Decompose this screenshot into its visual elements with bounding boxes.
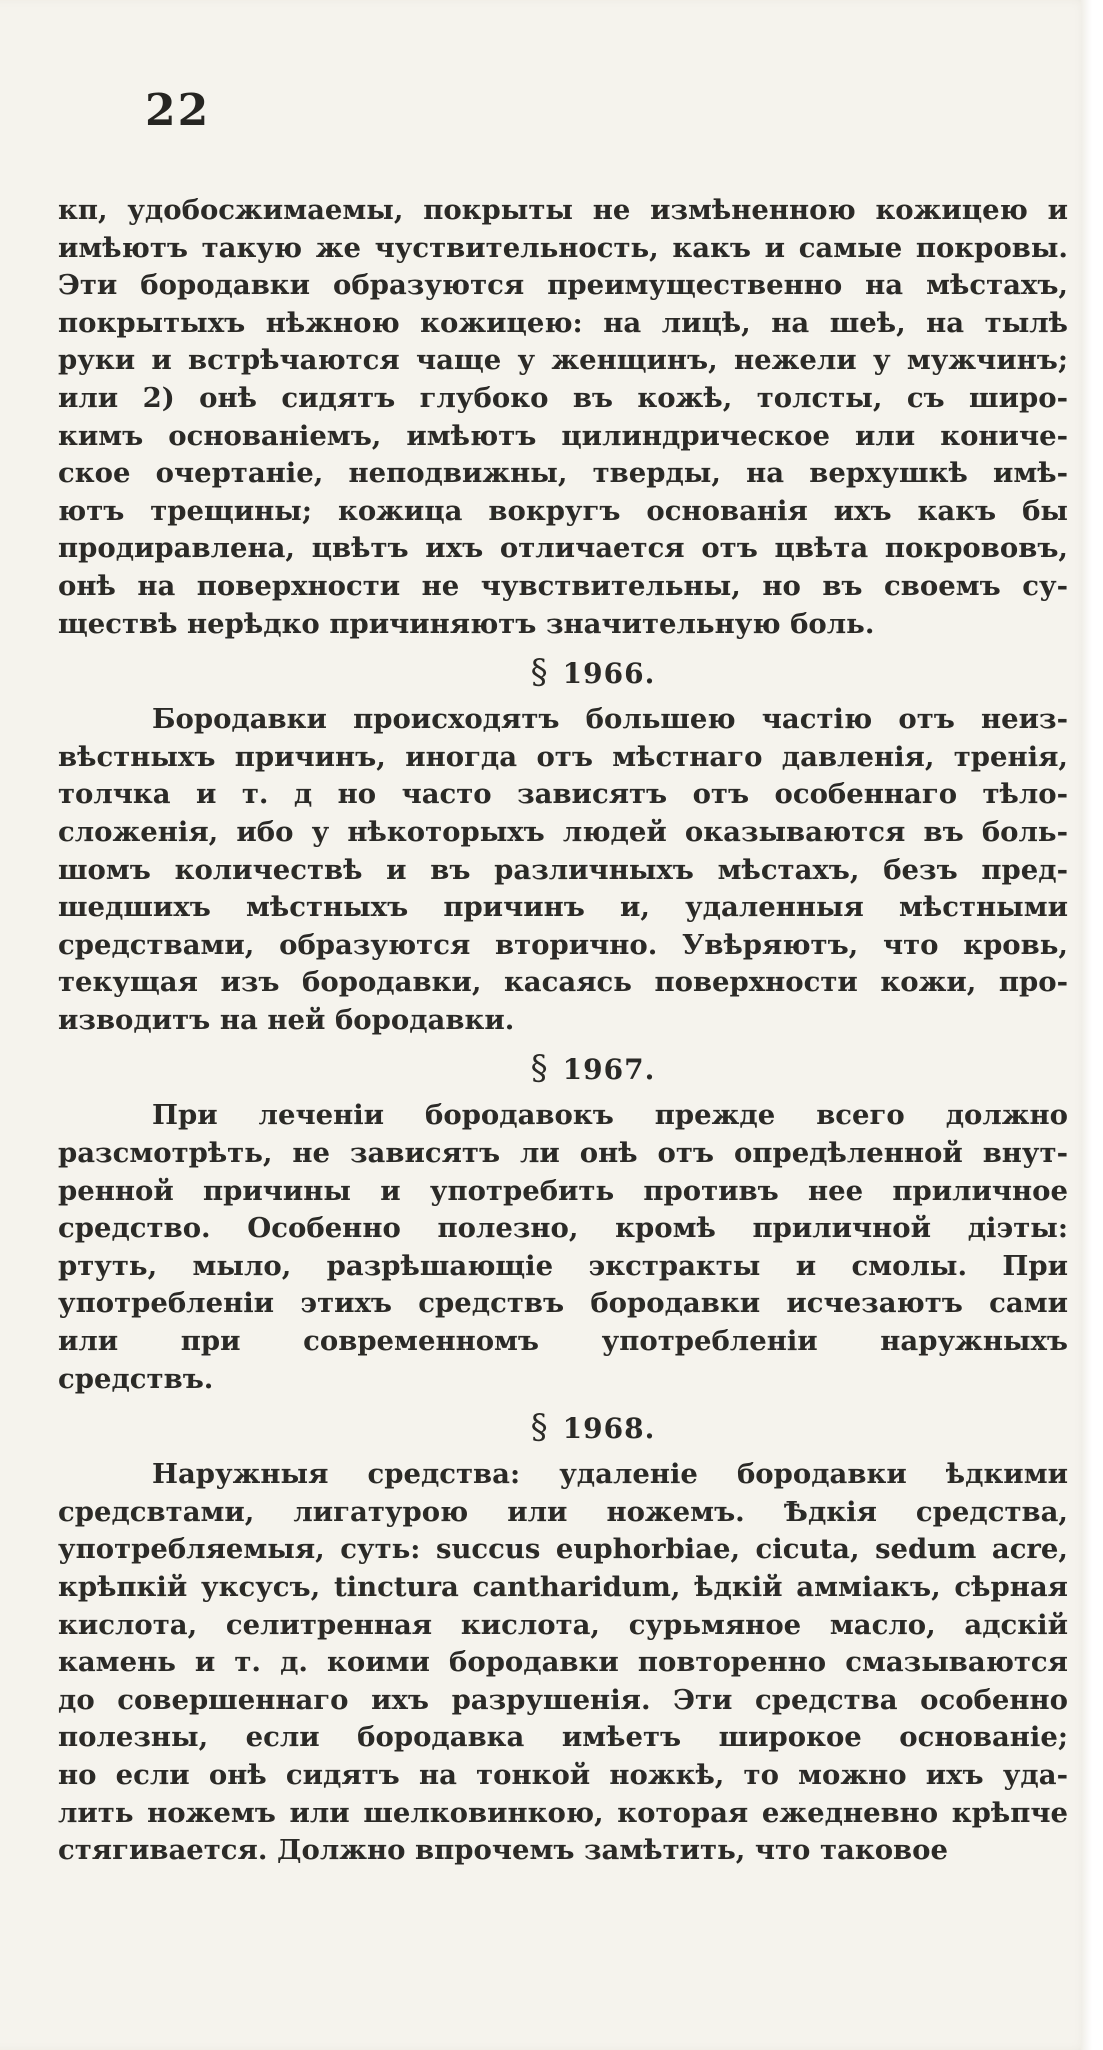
text-line: полезны, если бородавка имѣетъ широкое основанiе; xyxy=(58,1721,1068,1754)
text-line: ютъ трещины; кожица вокругъ основанiя ихъ какъ бы xyxy=(58,494,1068,527)
section-number: 1967. xyxy=(562,1053,656,1087)
text-line: стягивается. Должно впрочемъ замѣтить, что таковое xyxy=(58,1834,948,1867)
text-line: до совершеннаго ихъ разрушенiя. Эти средства особенно xyxy=(58,1683,1068,1716)
text-line: Бородавки происходятъ большею частiю отъ неиз- xyxy=(152,703,1068,736)
paragraph xyxy=(58,701,1068,1039)
text-line: При леченiи бородавокъ прежде всего должно xyxy=(152,1099,1068,1132)
text-line: ское очертанiе, неподвижны, тверды, на верхушкѣ имѣ- xyxy=(58,457,1068,490)
text-line: ртуть, мыло, разрѣшающiе экстракты и смолы. При xyxy=(58,1249,1068,1282)
text-line: толчка и т. д но часто зависятъ отъ особеннаго тѣло- xyxy=(58,778,1068,811)
text-line: средство. Особенно полезно, кромѣ приличной дiэты: xyxy=(58,1212,1068,1245)
text-line: продиравлена, цвѣтъ ихъ отличается отъ цвѣта покрововъ, xyxy=(58,532,1068,565)
paragraph xyxy=(58,1456,1068,1870)
section-heading xyxy=(58,643,1068,701)
page-edge xyxy=(1081,0,1092,2050)
text-line: шедшихъ мѣстныхъ причинъ и, удаленныя мѣстными xyxy=(58,891,1068,924)
text-line: средсвтами, лигатурою или ножемъ. Ѣдкiя средства, xyxy=(58,1495,1068,1528)
text-line: лить ножемъ или шелковинкою, которая ежедневно крѣпче xyxy=(58,1796,1068,1829)
text-line: ренной причины и употребить противъ нее приличное xyxy=(58,1174,1068,1207)
text-line: или 2) онѣ сидятъ глубоко въ кожѣ, толсты, съ широ- xyxy=(58,381,1068,414)
page-number: 22 xyxy=(145,85,211,136)
text-line: руки и встрѣчаются чаще у женщинъ, нежели у мужчинъ; xyxy=(58,344,1068,377)
text-line: Наружныя средства: удаленiе бородавки ѣдкими xyxy=(152,1458,1068,1491)
text-line: сложенiя, ибо у нѣкоторыхъ людей оказываются въ боль- xyxy=(58,815,1068,848)
text-line: но если онѣ сидятъ на тонкой ножкѣ, то можно ихъ уда- xyxy=(58,1758,1068,1791)
text-line: имѣютъ такую же чуствительность, какъ и самые покровы. xyxy=(58,231,1068,264)
text-line: текущая изъ бородавки, касаясь поверхности кожи, про- xyxy=(58,966,1068,999)
text-line: кп, удобосжимаемы, покрыты не измѣненною кожицею и xyxy=(58,194,1068,226)
section-number: 1966. xyxy=(562,657,656,691)
text-line: разсмотрѣть, не зависятъ ли онѣ отъ опредѣленной внут- xyxy=(58,1137,1068,1170)
text-line: средствъ. xyxy=(58,1362,214,1395)
text-line: ществѣ нерѣдко причиняютъ значительную боль. xyxy=(58,607,875,640)
text-line: Эти бородавки образуются преимущественно на мѣстахъ, xyxy=(58,269,1068,302)
section-symbol: § xyxy=(530,1048,549,1089)
text-line: кислота, селитренная кислота, сурьмяное масло, адскiй xyxy=(58,1608,1068,1641)
section-number: 1968. xyxy=(562,1412,656,1446)
section-heading xyxy=(58,1039,1068,1097)
section-heading xyxy=(58,1398,1068,1456)
text-line: средствами, образуются вторично. Увѣряютъ, что кровь, xyxy=(58,928,1068,961)
paragraph xyxy=(58,1097,1068,1398)
text-line: вѣстныхъ причинъ, иногда отъ мѣстнаго давленiя, тренiя, xyxy=(58,740,1068,773)
text-line: покрытыхъ нѣжною кожицею: на лицѣ, на шеѣ, на тылѣ xyxy=(58,306,1068,339)
text-line: онѣ на поверхности не чувствительны, но въ своемъ су- xyxy=(58,569,1068,602)
paragraph xyxy=(58,192,1068,643)
text-line: кимъ основанiемъ, имѣютъ цилиндрическое или кониче- xyxy=(58,419,1068,452)
text-line: крѣпкiй уксусъ, tinctura cantharidum, ѣдкiй аммiакъ, сѣрная xyxy=(58,1571,1068,1603)
text-line: шомъ количествѣ и въ различныхъ мѣстахъ, безъ пред- xyxy=(58,853,1068,886)
text-line: или при современномъ употребленiи наружныхъ xyxy=(58,1325,1068,1358)
text-line: употребленiи этихъ средствъ бородавки исчезаютъ сами xyxy=(58,1287,1068,1320)
section-symbol: § xyxy=(530,652,549,693)
text-line: изводитъ на ней бородавки. xyxy=(58,1003,515,1036)
page-body-text xyxy=(58,192,1068,1870)
text-line: употребляемыя, суть: succus euphorbiae, cicuta, sedum acre, xyxy=(58,1533,1068,1566)
section-symbol: § xyxy=(530,1407,549,1448)
text-line: камень и т. д. коими бородавки повторенно смазываются xyxy=(58,1646,1068,1679)
